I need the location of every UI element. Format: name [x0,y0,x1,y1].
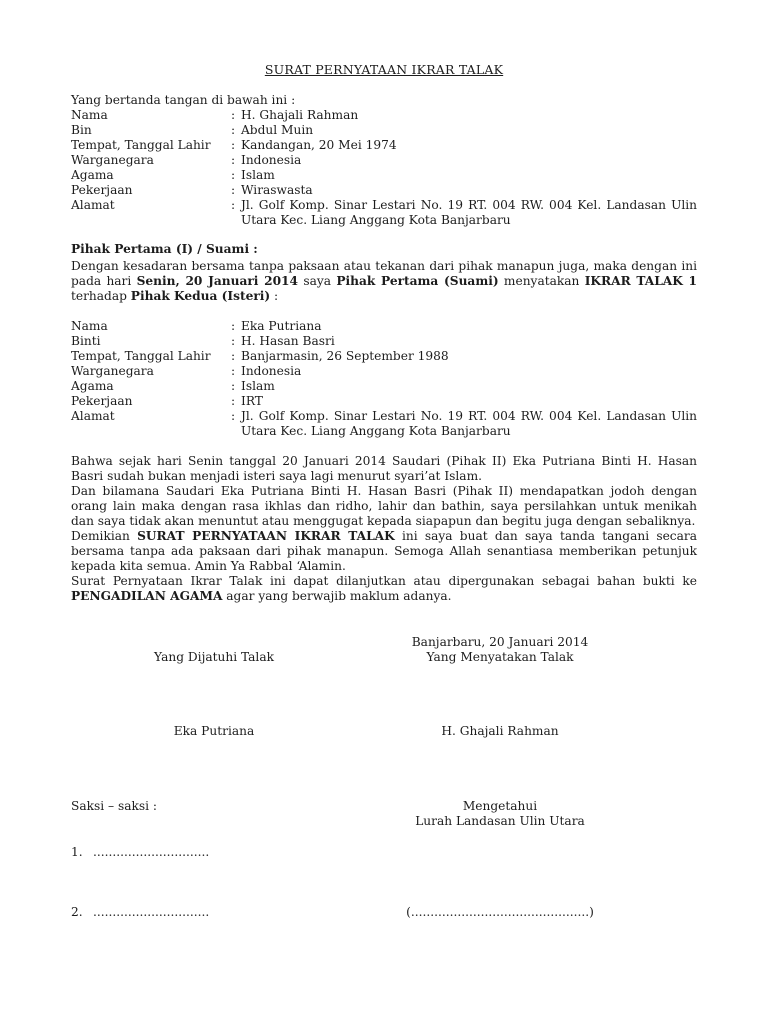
declaration-ikrar: IKRAR TALAK 1 [584,274,698,288]
field-separator: : [231,394,236,408]
field-value: H. Hasan Basri [241,334,335,348]
body-paragraphs [71,454,697,604]
left-signer-name: Eka Putriana [173,724,255,738]
field-label: Warganegara [71,153,154,167]
field-separator: : [231,319,236,333]
right-signer-name: H. Ghajali Rahman [441,724,559,738]
witness-label: Saksi – saksi : [71,799,158,813]
field-value: Wiraswasta [241,183,313,197]
party1-row-bin [71,123,697,138]
field-separator: : [231,138,236,152]
field-separator: : [231,334,236,348]
party1-identity [71,108,697,228]
right-signer-role: Yang Menyatakan Talak [426,650,574,664]
body-bold-title: SURAT PERNYATAAN IKRAR TALAK [137,529,395,543]
field-label: Tempat, Tanggal Lahir [71,138,211,152]
mengetahui-label: Mengetahui [462,799,538,813]
field-value: Islam [241,379,275,393]
field-separator: : [231,108,236,122]
field-separator: : [231,123,236,137]
left-signer-role: Yang Dijatuhi Talak [154,650,274,664]
section-heading: Pihak Pertama (I) / Suami : [71,242,258,256]
declaration-pihak-pertama: Pihak Pertama (Suami) [336,274,499,288]
field-separator: : [231,198,236,212]
body-bold-court: PENGADILAN AGAMA [71,589,223,603]
party2-row-ttl [71,349,697,364]
field-label: Alamat [71,409,115,423]
field-value: Indonesia [241,364,302,378]
field-label: Warganegara [71,364,154,378]
witness-1-number: 1. [71,845,83,859]
field-value: IRT [241,394,263,408]
declaration-text: Dengan kesadaran bersama tanpa paksaan atau tekanan dari pihak manapun juga, maka dengan ini pada hari [71,259,697,288]
party2-row-pekerjaan [71,394,697,409]
field-value: Banjarmasin, 26 September 1988 [241,349,449,363]
declaration-paragraph [71,259,697,304]
lurah-signature-blank: (..............................................) [406,905,594,919]
party2-identity [71,319,697,439]
declaration-pihak-kedua: Pihak Kedua (Isteri) [130,289,271,303]
field-separator: : [231,364,236,378]
document-title: SURAT PERNYATAAN IKRAR TALAK [264,62,504,77]
body-paragraph-4 [71,574,697,604]
field-label: Nama [71,108,108,122]
body-text: ini saya buat dan saya tanda tangani secara bersama tanpa ada paksaan dari pihak manapun. Semoga Allah senantiasa memberikan petunjuk kepada kita semua. Amin Ya Rabbal ‘Alamin. [71,529,697,573]
declaration-date: Senin, 20 Januari 2014 [136,274,299,288]
field-label: Pekerjaan [71,183,133,197]
body-text: Surat Pernyataan Ikrar Talak ini dapat dilanjutkan atau dipergunakan sebagai bahan bukti ke [71,574,697,588]
party1-row-alamat [71,198,697,228]
party2-row-warganegara [71,364,697,379]
field-label: Binti [71,334,101,348]
declaration-text: : [270,289,279,303]
field-value: Islam [241,168,275,182]
body-paragraph-1: Bahwa sejak hari Senin tanggal 20 Januari 2014 Saudari (Pihak II) Eka Putriana Binti H. Hasan Basri sudah bukan menjadi isteri saya lagi menurut syari’at Islam. [71,454,697,483]
place-date: Banjarbaru, 20 Januari 2014 [411,635,589,649]
party1-row-nama [71,108,697,123]
field-label: Nama [71,319,108,333]
party2-row-nama [71,319,697,334]
field-label: Bin [71,123,92,137]
party1-row-agama [71,168,697,183]
declaration-text: terhadap [71,289,131,303]
field-separator: : [231,183,236,197]
field-value: H. Ghajali Rahman [241,108,359,122]
body-text: agar yang berwajib maklum adanya. [222,589,452,603]
declaration-text: saya [298,274,337,288]
witness-1-blank: .............................. [93,845,210,859]
body-paragraph-2: Dan bilamana Saudari Eka Putriana Binti H. Hasan Basri (Pihak II) mendapatkan jodoh dengan orang lain maka dengan rasa ikhlas dan ridho, lahir dan bathin, saya persilahkan untuk menikah dan saya tidak akan menuntut atau menggugat kepada siapapun dan begitu juga dengan sebaliknya. [71,484,697,528]
field-value: Kandangan, 20 Mei 1974 [241,138,397,152]
field-value: Jl. Golf Komp. Sinar Lestari No. 19 RT. 004 RW. 004 Kel. Landasan Ulin Utara Kec. Liang Anggang Kota Banjarbaru [241,198,697,227]
body-text: Demikian [71,529,138,543]
witness-2-blank: .............................. [93,905,210,919]
field-separator: : [231,409,236,423]
field-label: Tempat, Tanggal Lahir [71,349,211,363]
field-separator: : [231,349,236,363]
intro-text: Yang bertanda tangan di bawah ini : [71,93,296,107]
party1-row-pekerjaan [71,183,697,198]
field-label: Pekerjaan [71,394,133,408]
field-separator: : [231,168,236,182]
field-value: Abdul Muin [241,123,314,137]
field-separator: : [231,153,236,167]
party2-row-binti [71,334,697,349]
field-label: Alamat [71,198,115,212]
party2-row-agama [71,379,697,394]
witness-2-number: 2. [71,905,83,919]
field-value: Jl. Golf Komp. Sinar Lestari No. 19 RT. 004 RW. 004 Kel. Landasan Ulin Utara Kec. Liang Anggang Kota Banjarbaru [241,409,697,438]
body-paragraph-3 [71,529,697,574]
field-separator: : [231,379,236,393]
field-label: Agama [71,379,114,393]
party2-row-alamat [71,409,697,439]
field-value: Eka Putriana [241,319,322,333]
field-value: Indonesia [241,153,302,167]
declaration-text: menyatakan [498,274,585,288]
lurah-label: Lurah Landasan Ulin Utara [415,814,585,828]
field-label: Agama [71,168,114,182]
party1-row-ttl [71,138,697,153]
party1-row-warganegara [71,153,697,168]
